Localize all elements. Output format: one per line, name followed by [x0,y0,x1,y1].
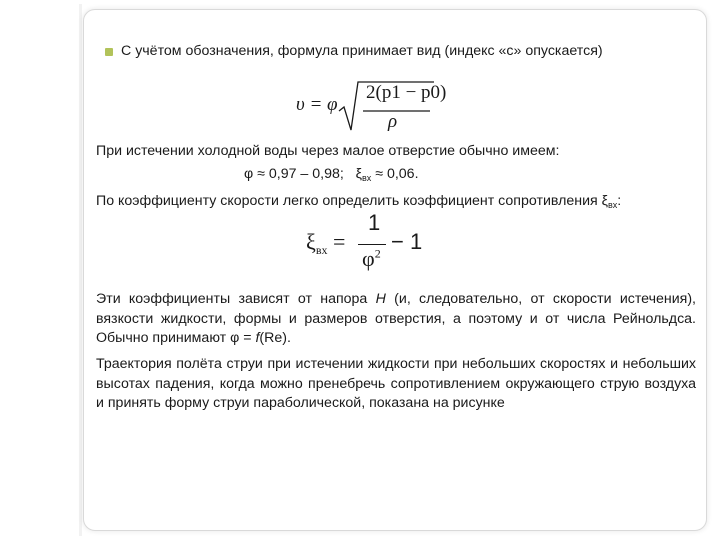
formula2-equals: = [332,229,346,254]
formula2-rest: − 1 [391,229,423,254]
formula1-denominator: ρ [388,111,398,132]
xi-symbol: ξ [355,166,362,182]
formula2-numerator: 1 [368,210,381,235]
bullet-square-icon [105,48,113,56]
para1-head-symbol: Н [375,291,386,307]
coef-resistance-sub: вх [608,200,618,210]
formula2-denominator [362,246,381,272]
para1-part-a: Эти коэффициенты зависят от напора [96,291,376,307]
formula2-xi-sub: вх [315,243,328,257]
resistance-formula [306,210,426,274]
outflow-line: При истечении холодной воды через малое отверстие обычно имеем: [96,143,560,159]
bullet-text: С учётом обозначения, формула принимает вид (индекс «с» опускается) [121,43,603,59]
para1-part-b: (и, следовательно, от скорости истечения), вязкости жидкости, формы и размеров отверстия, а поэтому и от числа Рейнольдса. Обычно принимают φ = [96,291,696,347]
coef-resistance-text: По коэффициенту скорости легко определить коэффициент сопротивления ξ [96,193,608,209]
phi-range: φ ≈ 0,97 – 0,98; [244,166,344,182]
para1-part-c: (Re). [259,330,291,347]
paragraph-trajectory: Траектория полёта струи при истечении жидкости при небольших скоростях и небольших высотах падения, когда можно пренебречь сопротивлением окружающего струю воздуха и принять форму струи параболической, показана на рисунке [96,356,696,412]
para1-f-symbol: f [255,330,260,347]
paragraph-reynolds [96,290,696,349]
left-decor-rule [79,4,82,536]
xi-value: ≈ 0,06. [375,166,419,182]
formula2-lhs [306,229,345,258]
formula1-lhs: υ = φ [296,94,338,115]
xi-subscript: вх [362,173,372,183]
formula2-power: 2 [374,246,381,261]
formula2-xi: ξ [306,229,316,254]
formula1-numerator: 2(p1 − p0) [366,82,447,103]
coef-resistance-colon: : [617,193,622,209]
formula2-phi: φ [362,246,375,271]
coef-values-line [244,165,419,188]
velocity-formula [296,80,447,136]
